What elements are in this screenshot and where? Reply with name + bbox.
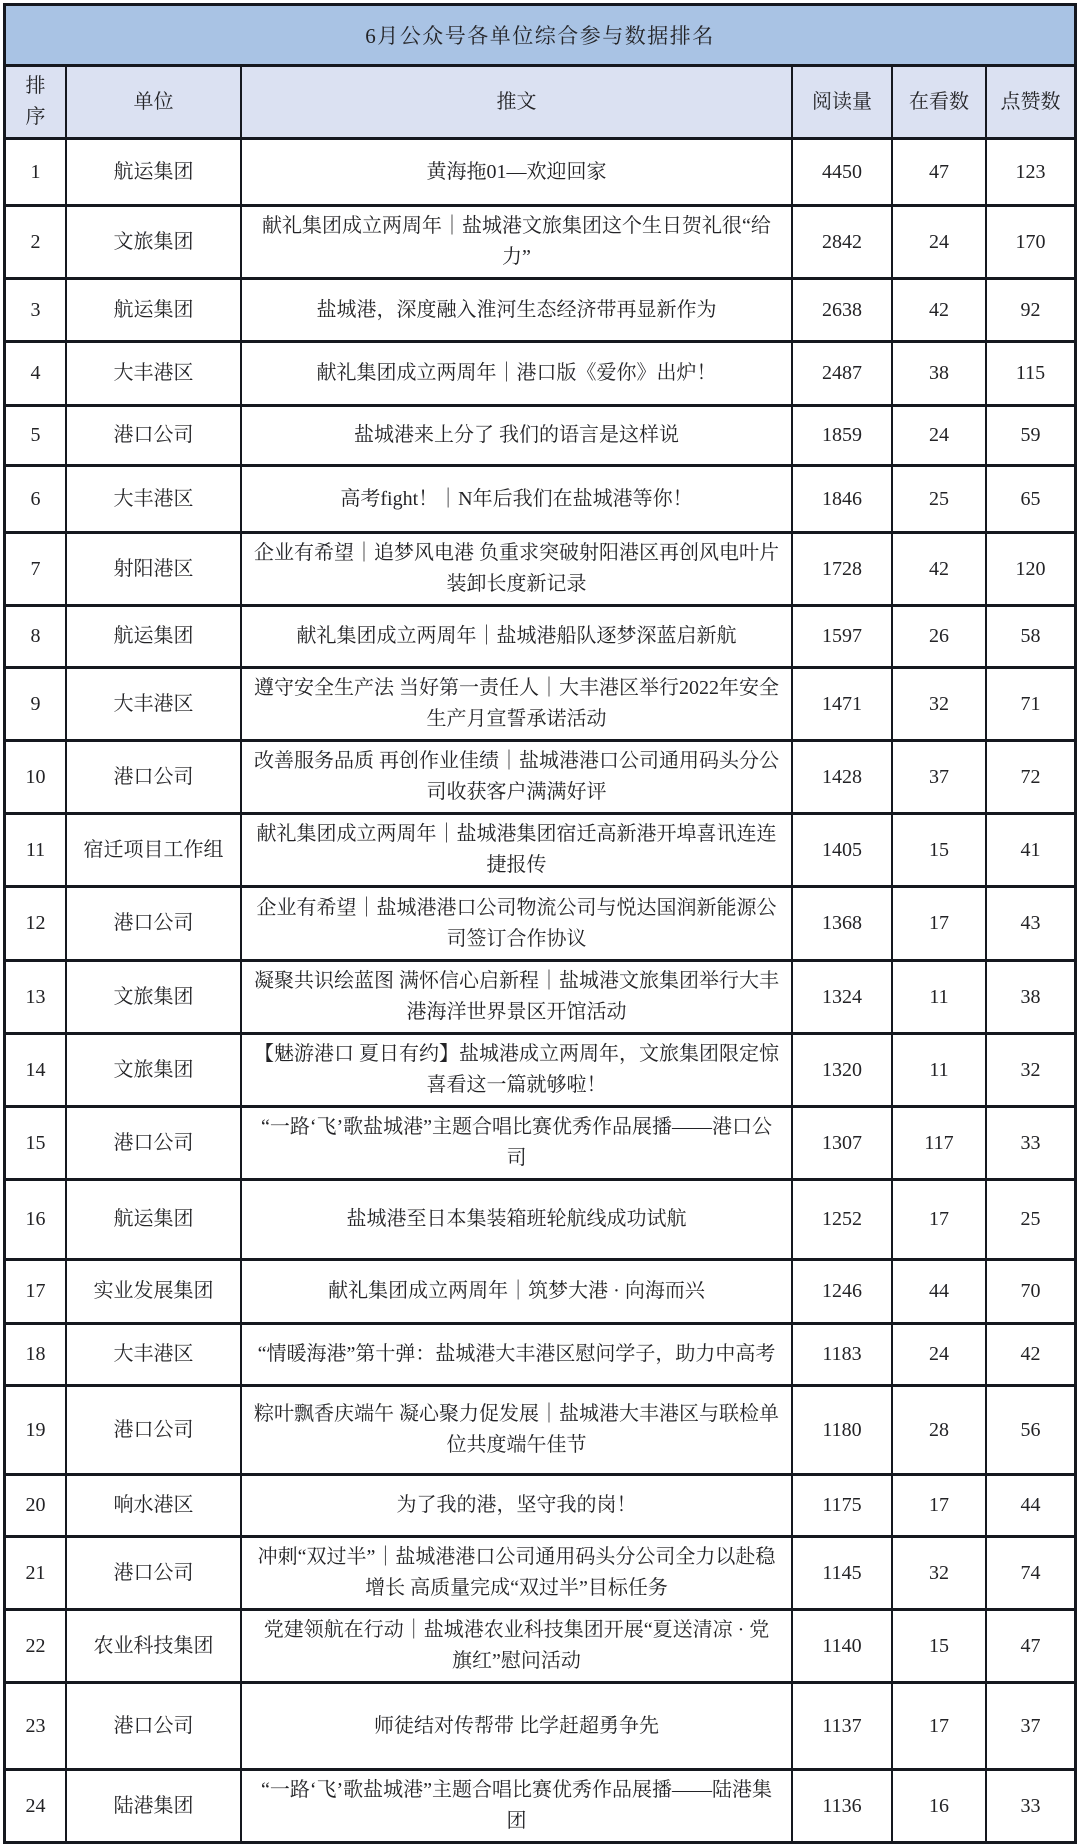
rank-cell: 24 bbox=[6, 1771, 67, 1841]
rank-cell: 12 bbox=[6, 888, 67, 959]
table-row bbox=[6, 1684, 1074, 1771]
tweet-title-cell: “情暖海港”第十弹：盐城港大丰港区慰问学子，助力中高考 bbox=[242, 1325, 793, 1384]
table-row bbox=[6, 140, 1074, 207]
unit-cell: 港口公司 bbox=[67, 888, 242, 959]
unit-cell: 大丰港区 bbox=[67, 467, 242, 531]
table-row bbox=[6, 1181, 1074, 1261]
reads-cell: 1728 bbox=[793, 534, 893, 604]
unit-cell: 港口公司 bbox=[67, 1387, 242, 1473]
likes-cell: 115 bbox=[1015, 362, 1046, 384]
watches-cell: 44 bbox=[893, 1261, 987, 1322]
watches-cell: 24 bbox=[893, 1325, 987, 1384]
unit-cell: 航运集团 bbox=[67, 280, 242, 340]
table-row bbox=[6, 1771, 1074, 1841]
reads-cell: 1145 bbox=[793, 1538, 893, 1608]
table-row bbox=[6, 280, 1074, 343]
tweet-title-cell: 【魅游港口 夏日有约】盐城港成立两周年，文旅集团限定惊喜看这一篇就够啦！ bbox=[242, 1035, 793, 1105]
watches-cell: 32 bbox=[893, 1538, 987, 1608]
rank-cell: 10 bbox=[6, 742, 67, 812]
table-row bbox=[6, 1611, 1074, 1684]
unit-cell: 农业科技集团 bbox=[67, 1611, 242, 1681]
likes-cell: 43 bbox=[1020, 912, 1041, 934]
table-header-row bbox=[6, 67, 1074, 140]
tweet-title-cell: 为了我的港，坚守我的岗！ bbox=[242, 1476, 793, 1535]
unit-cell: 港口公司 bbox=[67, 1684, 242, 1768]
reads-cell: 1137 bbox=[793, 1684, 893, 1768]
likes-cell: 58 bbox=[1020, 625, 1041, 647]
table-row bbox=[6, 1108, 1074, 1181]
reads-cell: 1252 bbox=[793, 1181, 893, 1258]
unit-cell: 港口公司 bbox=[67, 407, 242, 464]
watches-cell: 32 bbox=[893, 669, 987, 739]
watches-cell: 17 bbox=[893, 888, 987, 959]
unit-cell: 实业发展集团 bbox=[67, 1261, 242, 1322]
tweet-title-cell: 盐城港，深度融入淮河生态经济带再显新作为 bbox=[242, 280, 793, 340]
tweet-title-cell: 献礼集团成立两周年｜筑梦大港 · 向海而兴 bbox=[242, 1261, 793, 1322]
ranking-table bbox=[3, 3, 1077, 1844]
tweet-title-cell: 粽叶飘香庆端午 凝心聚力促发展｜盐城港大丰港区与联检单位共度端午佳节 bbox=[242, 1387, 793, 1473]
likes-cell: 65 bbox=[1020, 487, 1041, 510]
column-header-rank: 排序 bbox=[6, 67, 67, 137]
unit-cell: 大丰港区 bbox=[67, 669, 242, 739]
table-row bbox=[6, 742, 1074, 815]
watches-cell: 11 bbox=[893, 962, 987, 1032]
watches-cell: 24 bbox=[893, 207, 987, 277]
unit-cell: 港口公司 bbox=[67, 742, 242, 812]
table-row bbox=[6, 962, 1074, 1035]
rank-cell: 5 bbox=[6, 407, 67, 464]
watches-cell: 37 bbox=[893, 742, 987, 812]
table-row bbox=[6, 207, 1074, 280]
likes-cell: 42 bbox=[1020, 1343, 1041, 1365]
reads-cell: 1136 bbox=[793, 1771, 893, 1841]
table-row bbox=[6, 467, 1074, 534]
reads-cell: 2842 bbox=[793, 207, 893, 277]
likes-cell: 92 bbox=[1020, 298, 1041, 321]
unit-cell: 陆港集团 bbox=[67, 1771, 242, 1841]
unit-cell: 宿迁项目工作组 bbox=[67, 815, 242, 885]
tweet-title-cell: 党建领航在行动｜盐城港农业科技集团开展“夏送清凉 · 党旗红”慰问活动 bbox=[242, 1611, 793, 1681]
rank-cell: 8 bbox=[6, 607, 67, 666]
reads-cell: 1405 bbox=[793, 815, 893, 885]
watches-cell: 38 bbox=[893, 343, 987, 404]
watches-cell: 26 bbox=[893, 607, 987, 666]
table-row bbox=[6, 1261, 1074, 1325]
reads-cell: 1859 bbox=[793, 407, 893, 464]
table-row bbox=[6, 1387, 1074, 1476]
tweet-title-cell: 盐城港来上分了 我们的语言是这样说 bbox=[242, 407, 793, 464]
rank-cell: 9 bbox=[6, 669, 67, 739]
watches-cell: 11 bbox=[893, 1035, 987, 1105]
likes-cell: 41 bbox=[1020, 838, 1041, 861]
watches-cell: 15 bbox=[893, 1611, 987, 1681]
tweet-title-cell: 献礼集团成立两周年｜盐城港文旅集团这个生日贺礼很“给力” bbox=[242, 207, 793, 277]
watches-cell: 42 bbox=[893, 534, 987, 604]
likes-cell: 123 bbox=[1015, 160, 1046, 183]
likes-cell: 70 bbox=[1020, 1280, 1041, 1302]
reads-cell: 1428 bbox=[793, 742, 893, 812]
tweet-title-cell: 献礼集团成立两周年｜港口版《爱你》出炉！ bbox=[242, 343, 793, 404]
table-row bbox=[6, 407, 1074, 467]
table-row bbox=[6, 534, 1074, 607]
unit-cell: 大丰港区 bbox=[67, 1325, 242, 1384]
rank-cell: 7 bbox=[6, 534, 67, 604]
unit-cell: 港口公司 bbox=[67, 1108, 242, 1178]
rank-cell: 11 bbox=[6, 815, 67, 885]
watches-cell: 25 bbox=[893, 467, 987, 531]
table-row bbox=[6, 343, 1074, 407]
tweet-title-cell: 企业有希望｜盐城港港口公司物流公司与悦达国润新能源公司签订合作协议 bbox=[242, 888, 793, 959]
tweet-title-cell: 献礼集团成立两周年｜盐城港集团宿迁高新港开埠喜讯连连捷报传 bbox=[242, 815, 793, 885]
reads-cell: 1183 bbox=[793, 1325, 893, 1384]
reads-cell: 1307 bbox=[793, 1108, 893, 1178]
likes-cell: 170 bbox=[1015, 230, 1046, 253]
likes-cell: 120 bbox=[1015, 557, 1046, 580]
reads-cell: 1175 bbox=[793, 1476, 893, 1535]
reads-cell: 4450 bbox=[793, 140, 893, 204]
rank-cell: 16 bbox=[6, 1181, 67, 1258]
reads-cell: 1180 bbox=[793, 1387, 893, 1473]
likes-cell: 32 bbox=[1020, 1058, 1041, 1081]
unit-cell: 文旅集团 bbox=[67, 962, 242, 1032]
likes-cell: 38 bbox=[1020, 985, 1041, 1008]
column-header-unit: 单位 bbox=[67, 67, 242, 137]
watches-cell: 28 bbox=[893, 1387, 987, 1473]
rank-cell: 2 bbox=[6, 207, 67, 277]
likes-cell: 44 bbox=[1020, 1494, 1041, 1516]
reads-cell: 2487 bbox=[793, 343, 893, 404]
rank-cell: 13 bbox=[6, 962, 67, 1032]
watches-cell: 24 bbox=[893, 407, 987, 464]
rank-cell: 21 bbox=[6, 1538, 67, 1608]
tweet-title-cell: 企业有希望｜追梦风电港 负重求突破射阳港区再创风电叶片装卸长度新记录 bbox=[242, 534, 793, 604]
likes-cell: 74 bbox=[1020, 1561, 1041, 1584]
unit-cell: 航运集团 bbox=[67, 140, 242, 204]
tweet-title-cell: “一路‘飞’歌盐城港”主题合唱比赛优秀作品展播——港口公司 bbox=[242, 1108, 793, 1178]
unit-cell: 文旅集团 bbox=[67, 207, 242, 277]
likes-cell: 47 bbox=[1020, 1634, 1041, 1657]
watches-cell: 17 bbox=[893, 1181, 987, 1258]
likes-cell: 59 bbox=[1020, 424, 1041, 446]
rank-cell: 20 bbox=[6, 1476, 67, 1535]
column-header-watches: 在看数 bbox=[893, 67, 987, 137]
unit-cell: 航运集团 bbox=[67, 1181, 242, 1258]
table-row bbox=[6, 1538, 1074, 1611]
watches-cell: 47 bbox=[893, 140, 987, 204]
tweet-title-cell: 冲刺“双过半”｜盐城港港口公司通用码头分公司全力以赴稳增长 高质量完成“双过半”目标任务 bbox=[242, 1538, 793, 1608]
likes-cell: 71 bbox=[1020, 692, 1041, 715]
reads-cell: 1846 bbox=[793, 467, 893, 531]
reads-cell: 1368 bbox=[793, 888, 893, 959]
rank-cell: 15 bbox=[6, 1108, 67, 1178]
table-row bbox=[6, 1325, 1074, 1387]
unit-cell: 港口公司 bbox=[67, 1538, 242, 1608]
rank-cell: 1 bbox=[6, 140, 67, 204]
column-header-tweet: 推文 bbox=[242, 67, 793, 137]
watches-cell: 17 bbox=[893, 1476, 987, 1535]
watches-cell: 117 bbox=[893, 1108, 987, 1178]
likes-cell: 33 bbox=[1020, 1131, 1041, 1154]
reads-cell: 1471 bbox=[793, 669, 893, 739]
table-row bbox=[6, 815, 1074, 888]
rank-cell: 22 bbox=[6, 1611, 67, 1681]
watches-cell: 42 bbox=[893, 280, 987, 340]
tweet-title-cell: 黄海拖01—欢迎回家 bbox=[242, 140, 793, 204]
reads-cell: 1246 bbox=[793, 1261, 893, 1322]
rank-cell: 14 bbox=[6, 1035, 67, 1105]
likes-cell: 33 bbox=[1020, 1794, 1041, 1817]
likes-cell: 37 bbox=[1020, 1714, 1041, 1737]
rank-cell: 19 bbox=[6, 1387, 67, 1473]
likes-cell: 56 bbox=[1020, 1418, 1041, 1441]
tweet-title-cell: 高考fight！｜N年后我们在盐城港等你！ bbox=[242, 467, 793, 531]
table-title: 6月公众号各单位综合参与数据排名 bbox=[6, 6, 1074, 67]
reads-cell: 2638 bbox=[793, 280, 893, 340]
rank-cell: 6 bbox=[6, 467, 67, 531]
rank-cell: 17 bbox=[6, 1261, 67, 1322]
watches-cell: 17 bbox=[893, 1684, 987, 1768]
unit-cell: 文旅集团 bbox=[67, 1035, 242, 1105]
unit-cell: 航运集团 bbox=[67, 607, 242, 666]
unit-cell: 大丰港区 bbox=[67, 343, 242, 404]
table-row bbox=[6, 888, 1074, 962]
tweet-title-cell: 凝聚共识绘蓝图 满怀信心启新程｜盐城港文旅集团举行大丰港海洋世界景区开馆活动 bbox=[242, 962, 793, 1032]
table-row bbox=[6, 607, 1074, 669]
column-header-reads: 阅读量 bbox=[793, 67, 893, 137]
likes-cell: 25 bbox=[1020, 1208, 1041, 1230]
watches-cell: 16 bbox=[893, 1771, 987, 1841]
likes-cell: 72 bbox=[1020, 765, 1041, 788]
table-row bbox=[6, 669, 1074, 742]
tweet-title-cell: 师徒结对传帮带 比学赶超勇争先 bbox=[242, 1684, 793, 1768]
rank-cell: 18 bbox=[6, 1325, 67, 1384]
table-body bbox=[6, 140, 1074, 1841]
tweet-title-cell: 改善服务品质 再创作业佳绩｜盐城港港口公司通用码头分公司收获客户满满好评 bbox=[242, 742, 793, 812]
table-row bbox=[6, 1035, 1074, 1108]
rank-cell: 4 bbox=[6, 343, 67, 404]
tweet-title-cell: 盐城港至日本集装箱班轮航线成功试航 bbox=[242, 1181, 793, 1258]
table-row bbox=[6, 1476, 1074, 1538]
unit-cell: 响水港区 bbox=[67, 1476, 242, 1535]
reads-cell: 1597 bbox=[793, 607, 893, 666]
reads-cell: 1320 bbox=[793, 1035, 893, 1105]
tweet-title-cell: 遵守安全生产法 当好第一责任人｜大丰港区举行2022年安全生产月宣誓承诺活动 bbox=[242, 669, 793, 739]
tweet-title-cell: “一路‘飞’歌盐城港”主题合唱比赛优秀作品展播——陆港集团 bbox=[242, 1771, 793, 1841]
reads-cell: 1324 bbox=[793, 962, 893, 1032]
unit-cell: 射阳港区 bbox=[67, 534, 242, 604]
reads-cell: 1140 bbox=[793, 1611, 893, 1681]
rank-cell: 3 bbox=[6, 280, 67, 340]
rank-cell: 23 bbox=[6, 1684, 67, 1768]
watches-cell: 15 bbox=[893, 815, 987, 885]
tweet-title-cell: 献礼集团成立两周年｜盐城港船队逐梦深蓝启新航 bbox=[242, 607, 793, 666]
column-header-likes: 点赞数 bbox=[1000, 90, 1061, 113]
